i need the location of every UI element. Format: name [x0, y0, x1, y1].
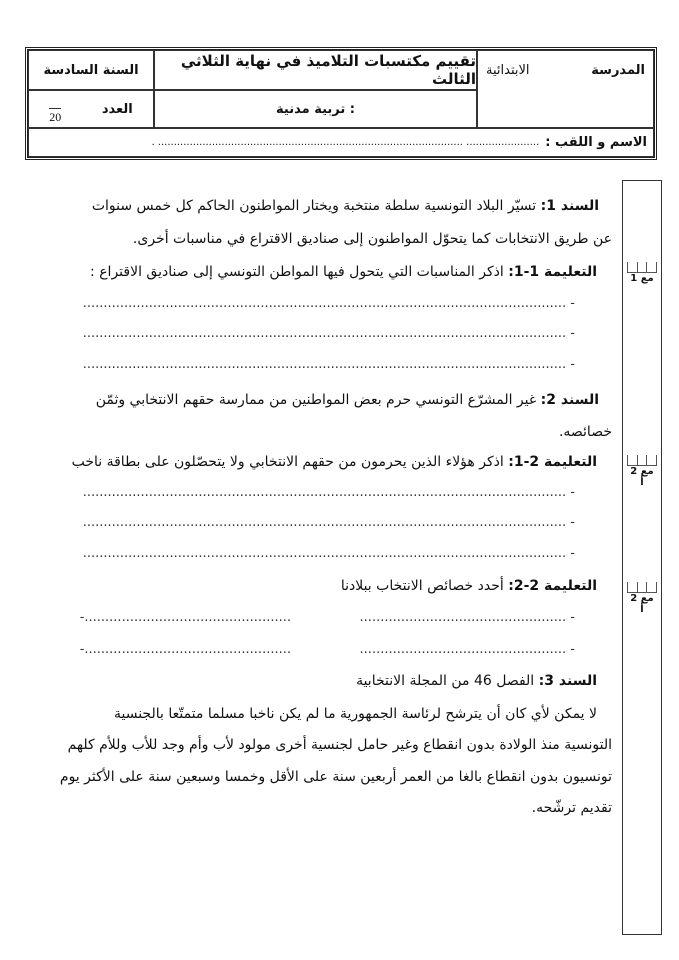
instruction-2-2-title: التعليمة 2-2:: [508, 578, 597, 594]
header-table: [25, 47, 657, 160]
answer-line[interactable]: - .....................................................................................................................: [82, 296, 575, 311]
instruction-1-1-title: التعليمة 1-1:: [508, 264, 597, 280]
source-3-paragraph-line: لا يمكن لأي كان أن يترشح لرئاسة الجمهورية ما لم يكن ناخبا مسلما متمتّعا بالجنسية: [113, 706, 597, 722]
instruction-2-1: [72, 452, 597, 472]
source-2-text: غير المشرّع التونسي حرم بعض المواطنين من ممارسة حقهم الانتخابي وثمّن: [95, 392, 537, 408]
criterion-2b-box[interactable]: [627, 582, 657, 615]
source-1-line-1: [92, 196, 599, 216]
answer-line-half[interactable]: - ..................................................: [359, 642, 575, 657]
score-label: العدد: [101, 101, 133, 117]
answer-line[interactable]: - .....................................................................................................................: [82, 515, 575, 530]
school-label: المدرسة: [591, 63, 645, 78]
source-3-paragraph-line: تونسيون بدون انقطاع بالغا من العمر أربعين سنة على الأقل وخمسا وسبعين سنة على الأكثر يوم: [59, 769, 612, 785]
source-3-paragraph-line: التونسية منذ الولادة بدون انقطاع وغير حامل لجنسية أخرى مولود لأب وأم وجد للأب وللأم كلهم: [67, 737, 612, 753]
criterion-2b-label: مع 2 أ: [630, 593, 654, 615]
instruction-1-1-text: اذكر المناسبات التي يتحول فيها المواطن التونسي إلى صناديق الاقتراع :: [90, 264, 504, 280]
grade-label: السنة السادسة: [28, 50, 154, 90]
score-total: 20: [49, 109, 62, 124]
answer-line-half[interactable]: ..................................................-: [79, 610, 291, 625]
source-2-line-1: [96, 390, 599, 410]
school-type: الابتدائية: [486, 63, 530, 78]
source-3-paragraph-line: تقديم ترشّحه.: [531, 800, 612, 816]
answer-line-half[interactable]: ..................................................-: [79, 642, 291, 657]
criterion-1-box[interactable]: [627, 262, 657, 284]
source-3-title: السند 3:: [538, 673, 597, 689]
source-2-title: السند 2:: [540, 392, 599, 408]
source-2-line-2: خصائصه.: [558, 424, 612, 440]
exam-title: تقييم مكتسبات التلاميذ في نهاية الثلاثي الثالث: [154, 50, 477, 90]
instruction-2-2: [341, 576, 597, 596]
answer-line[interactable]: - .....................................................................................................................: [82, 546, 575, 561]
criterion-1-label: مع 1: [630, 273, 654, 284]
instruction-2-2-text: أحدد خصائص الانتخاب ببلادنا: [340, 578, 504, 594]
answer-line-half[interactable]: - ..................................................: [359, 610, 575, 625]
instruction-1-1: [90, 262, 597, 282]
subject-label: : تربية مدنية: [154, 90, 477, 128]
name-dots[interactable]: ....................... ................................................................................................ .: [151, 137, 540, 148]
criterion-2a-box[interactable]: [627, 455, 657, 488]
source-1-title: السند 1:: [540, 198, 599, 214]
source-3-heading: [356, 671, 597, 691]
instruction-2-1-title: التعليمة 2-1:: [508, 454, 597, 470]
source-3-text: الفصل 46 من المجلة الانتخابية: [356, 673, 535, 689]
name-label: الاسم و اللقب :: [545, 135, 647, 150]
criterion-2a-label: مع 2 أ: [630, 466, 654, 488]
score-cell: [28, 90, 154, 128]
school-cell: [477, 50, 654, 128]
name-row[interactable]: [28, 128, 654, 157]
score-margin: [622, 180, 662, 935]
source-1-text: تسيّر البلاد التونسية سلطة منتخبة ويختار المواطنون الحاكم كل خمس سنوات: [91, 198, 537, 214]
source-1-line-2: عن طريق الانتخابات كما يتحوّل المواطنون إلى صناديق الاقتراع في مناسبات أخرى.: [132, 231, 612, 247]
answer-line[interactable]: - .....................................................................................................................: [82, 357, 575, 372]
answer-line[interactable]: - .....................................................................................................................: [82, 326, 575, 341]
instruction-2-1-text: اذكر هؤلاء الذين يحرمون من حقهم الانتخابي ولا يتحصّلون على بطاقة ناخب: [71, 454, 504, 470]
answer-line[interactable]: - .....................................................................................................................: [82, 485, 575, 500]
